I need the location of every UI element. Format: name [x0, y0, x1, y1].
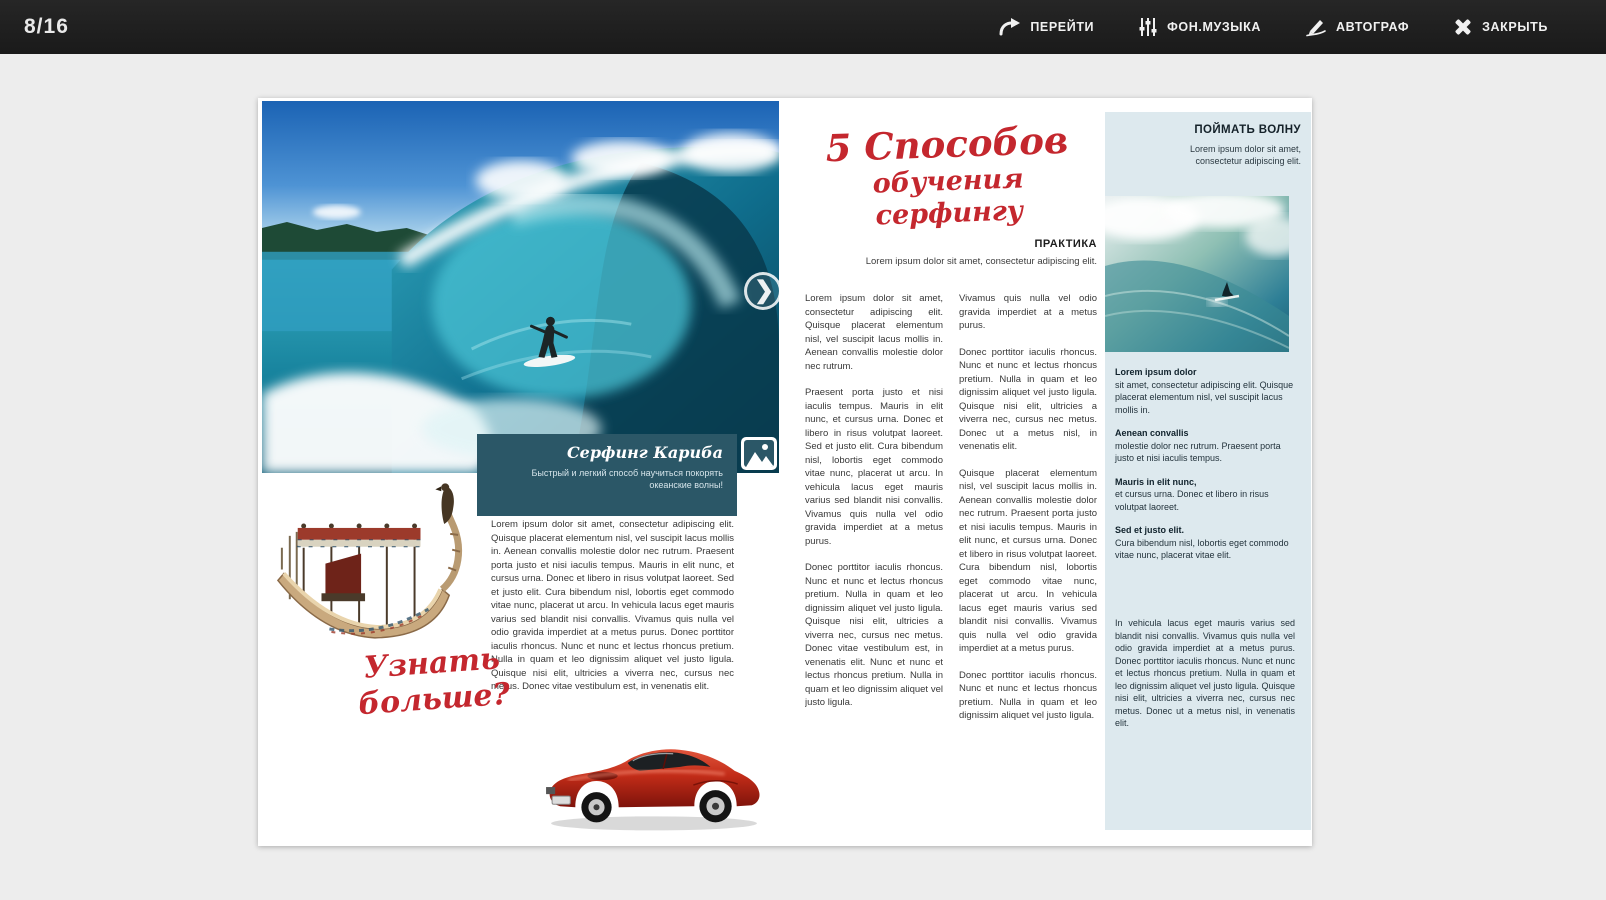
- sidebar-items: [1115, 366, 1295, 573]
- autograph-label: АВТОГРАФ: [1335, 20, 1410, 34]
- close-icon: [1453, 17, 1473, 37]
- car-illustration: [538, 726, 770, 834]
- background-music-label: ФОН.МУЗЫКА: [1167, 20, 1261, 34]
- practice-header: ПРАКТИКА: [1034, 238, 1097, 250]
- sidebar-item-text: et cursus urna. Donec et libero in risus volutpat laoreet.: [1115, 489, 1269, 512]
- magazine-page: [258, 98, 1312, 846]
- article-column-2: [959, 292, 1097, 832]
- article-title: [796, 117, 1100, 235]
- sidebar-item-lead: Aenean convallis: [1115, 428, 1189, 438]
- autograph-button[interactable]: [1305, 17, 1409, 37]
- toolbar: [0, 0, 1606, 54]
- intro-paragraph: Lorem ipsum dolor sit amet, consectetur adipiscing elit. Quisque placerat elementum nisl, vel suscipit lacus mollis in. Aenean convallis molestie dolor nec rutrum. Praesent porta justo et nisi iaculis tempus. Mauris in elit nunc, et cursus urna. Donec et libero in risus volutpat laoreet. Sed et justo elit. Cura bibendum nisl, lobortis eget commodo vitae nunc, placerat ut arcu. In vehicula lacus eget mauris varius sed blandit nisi convallis. Vivamus quis nulla vel odio gravida imperdiet at a metus purus. Donec porttitor iaculis rhoncus. Nunc et nunc et lectus rhoncus pretium. Nulla in quam et leo dignissim aliquet vel justo ligula. Quisque nisi elit, ultricies a viverra nec, cursus nec metus. Donec vitae vestibulum est, in venenatis elit.: [491, 519, 734, 692]
- column-paragraph: Lorem ipsum dolor sit amet, consectetur adipiscing elit. Quisque placerat elementum nisl, vel suscipit lacus mollis in. Aenean convallis molestie dolor nec rutrum.: [805, 293, 943, 372]
- sidebar-catch-the-wave: [1105, 112, 1311, 830]
- next-page-button[interactable]: [744, 272, 782, 310]
- toolbar-buttons: [999, 17, 1548, 37]
- background-music-button[interactable]: [1138, 17, 1261, 37]
- learn-more-line1: Узнать: [362, 641, 501, 686]
- sidebar-subheader: Lorem ipsum dolor sit amet, consectetur adipiscing elit.: [1189, 144, 1301, 166]
- column-paragraph: Praesent porta justo et nisi iaculis tempus. Mauris in elit nunc, et cursus urna. Donec et libero in risus volutpat laoreet. Sed et justo elit. Cura bibendum nisl, lobortis eget commodo vitae nunc, placerat ut arcu. In vehicula lacus eget mauris varius sed blandit nisi convallis. Vivamus quis nulla vel odio gravida imperdiet at a metus purus.: [805, 387, 943, 547]
- column-paragraph: Donec porttitor iaculis rhoncus. Nunc et nunc et lectus rhoncus pretium. Nulla in quam et leo dignissim aliquet vel justo ligula.: [959, 669, 1097, 721]
- chevron-right-icon: ❯: [753, 277, 775, 304]
- sidebar-header: ПОЙМАТЬ ВОЛНУ: [1194, 124, 1301, 136]
- goto-arrow-icon: [999, 17, 1021, 37]
- column-paragraph: Donec porttitor iaculis rhoncus. Nunc et nunc et lectus rhoncus pretium. Nulla in quam et leo dignissim aliquet vel justo ligula. Quisque nisi elit, ultricies a viverra nec, cursus nec metus. Donec ut a metus nisl, in venenatis elit.: [959, 346, 1097, 452]
- practice-section-header: [803, 238, 1097, 267]
- sidebar-surf-photo: [1105, 196, 1289, 352]
- sidebar-item: [1115, 476, 1295, 514]
- practice-subheader: Lorem ipsum dolor sit amet, consectetur adipiscing elit.: [865, 256, 1097, 267]
- sidebar-item-lead: Mauris in elit nunc,: [1115, 476, 1197, 487]
- caption-subtitle: Быстрый и легкий способ научиться покорять океанские волны!: [531, 468, 723, 490]
- learn-more-line2: больше?: [357, 676, 512, 723]
- sidebar-item: [1115, 524, 1295, 562]
- column-paragraph: Donec porttitor iaculis rhoncus. Nunc et nunc et lectus rhoncus pretium. Nulla in quam et leo dignissim aliquet vel justo ligula. Quisque nisi elit, ultricies a viverra nec, cursus nec metus. Donec vitae vestibulum est, in venenatis elit. Nunc et nunc et lectus rhoncus pretium. Nulla in quam et leo dignissim aliquet vel justo ligula.: [805, 562, 943, 708]
- goto-button[interactable]: [999, 17, 1094, 37]
- caption-title: Серфинг Кариба: [566, 443, 723, 462]
- goto-label: ПЕРЕЙТИ: [1030, 20, 1095, 34]
- sidebar-item: [1115, 366, 1295, 416]
- sidebar-item-text: Cura bibendum nisl, lobortis eget commodo vitae nunc, placerat vitae elit.: [1115, 537, 1289, 560]
- close-label: ЗАКРЫТЬ: [1482, 20, 1548, 34]
- sidebar-item-text: sit amet, consectetur adipiscing elit. Quisque placerat elementum nisl, vel suscipit lacus mollis in.: [1115, 379, 1294, 415]
- gallery-button[interactable]: [741, 437, 777, 470]
- page-indicator: 8/16: [24, 15, 69, 38]
- article-column-1: [805, 292, 943, 832]
- main-surf-photo: [262, 101, 779, 473]
- sidebar-footer-text: In vehicula lacus eget mauris varius sed blandit nisi convallis. Vivamus quis nulla vel odio gravida imperdiet at a metus purus. Donec porttitor iaculis rhoncus. Nunc et nunc et lectus rhoncus pretium. Nulla in quam et leo dignissim aliquet vel justo ligula. Quisque nisi elit, ultricies a viverra nec, cursus nec metus. Donec ut a metus nisl, in venenatis elit.: [1115, 618, 1295, 728]
- equalizer-icon: [1138, 17, 1158, 37]
- article-title-line2: обучения серфингу: [872, 163, 1025, 232]
- sidebar-item-text: molestie dolor nec rutrum. Praesent porta justo et nisi iaculis tempus.: [1115, 440, 1281, 463]
- learn-more-text: [351, 641, 516, 724]
- sidebar-item: [1115, 427, 1295, 465]
- sidebar-item-lead: Lorem ipsum dolor: [1115, 367, 1197, 377]
- article-title-line1: 5 Способов: [824, 117, 1069, 171]
- sidebar-item-lead: Sed et justo elit.: [1115, 525, 1185, 535]
- photo-icon: [744, 440, 774, 467]
- column-paragraph: Vivamus quis nulla vel odio gravida imperdiet at a metus purus.: [959, 293, 1097, 331]
- boat-illustration: [270, 478, 470, 664]
- column-paragraph: Quisque placerat elementum nisl, vel suscipit lacus mollis in. Aenean convallis molestie dolor nec rutrum. Praesent porta justo et nisi iaculis tempus. Mauris in elit nunc, et cursus urna. Donec et libero in risus volutpat laoreet. Cura bibendum nisl, lobortis eget commodo vitae nunc, placerat ut arcu. In vehicula lacus eget mauris varius sed blandit nisi convallis. Vivamus quis nulla vel odio gravida imperdiet at a metus purus.: [959, 467, 1097, 654]
- close-button[interactable]: [1453, 17, 1548, 37]
- photo-caption: [477, 434, 737, 516]
- pen-icon: [1305, 17, 1327, 37]
